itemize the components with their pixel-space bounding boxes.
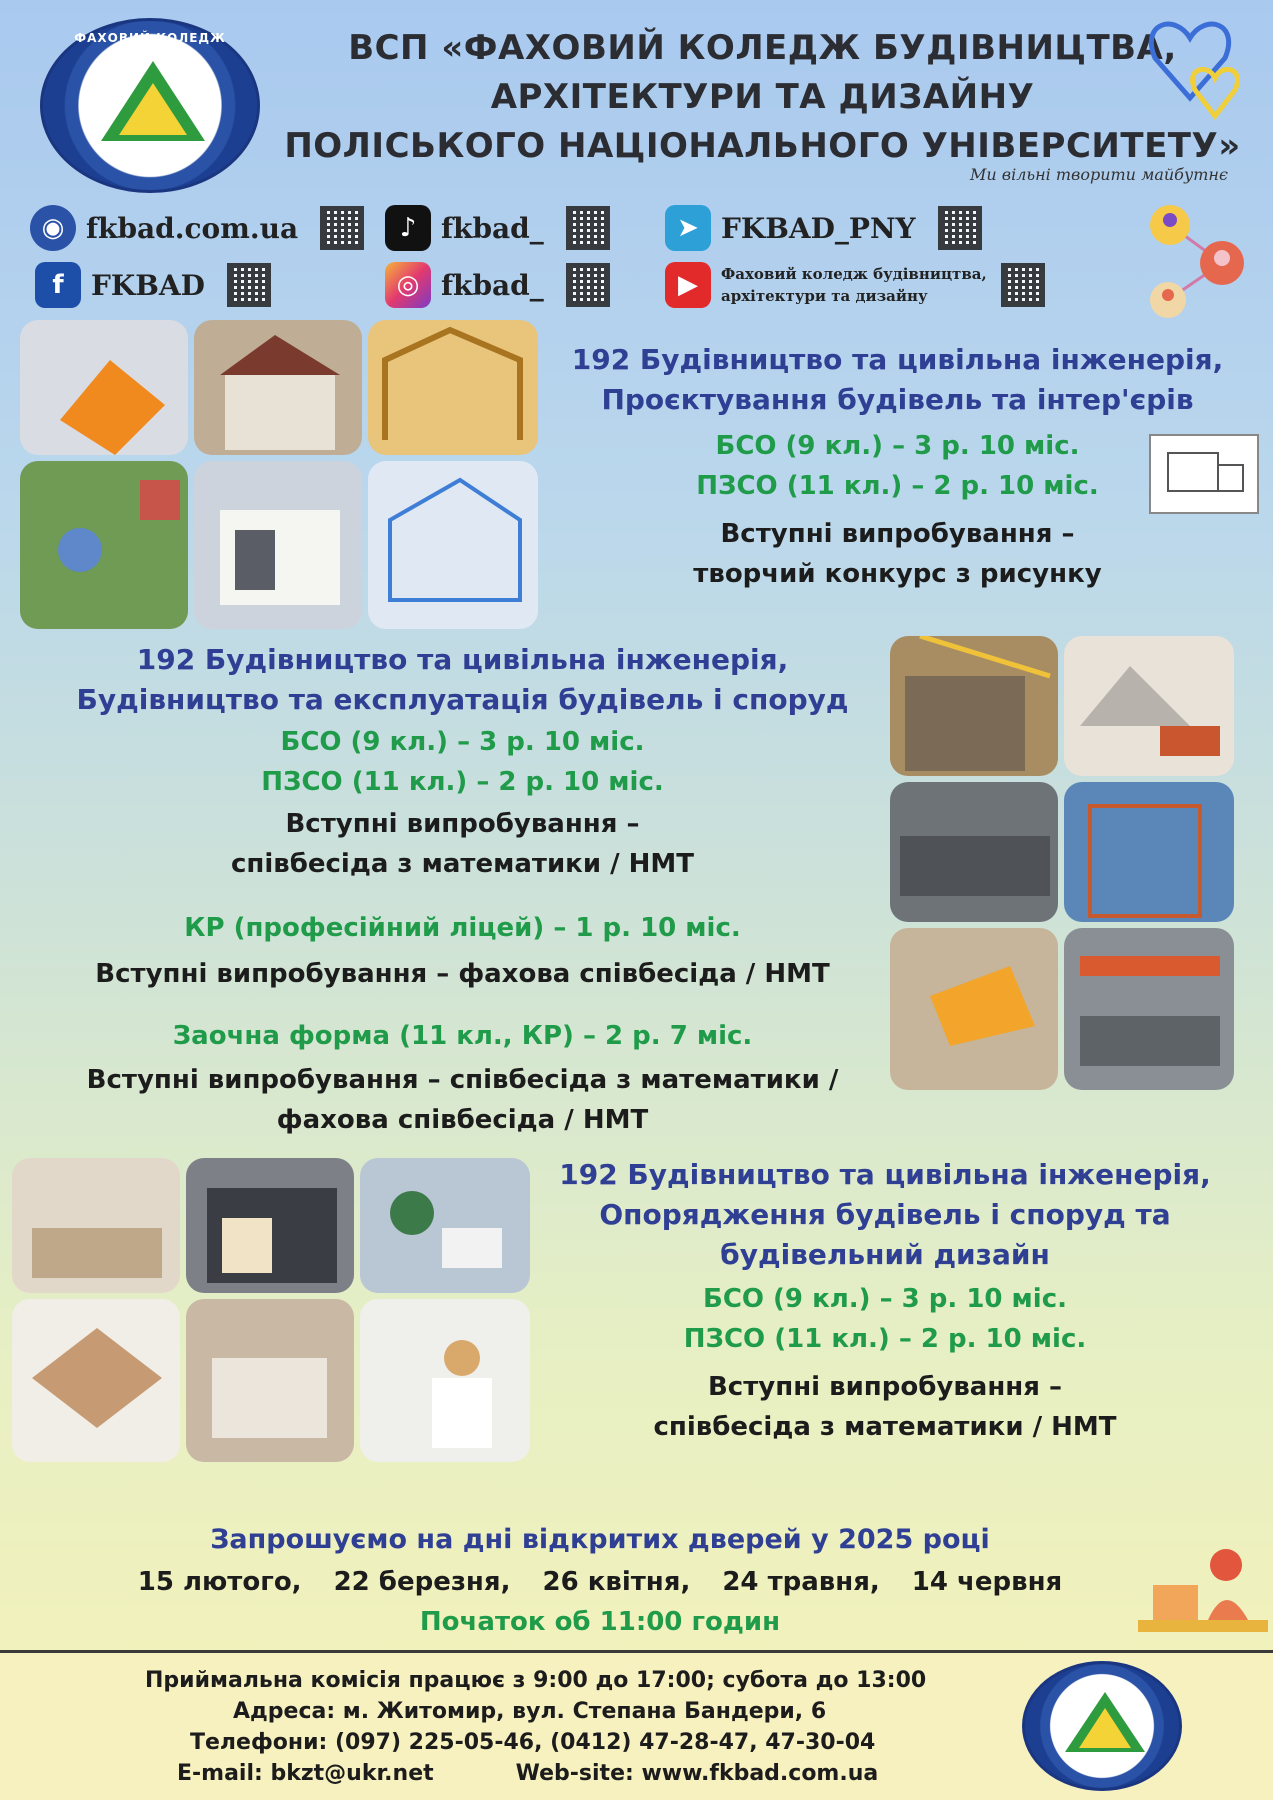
telegram-icon: ➤	[665, 205, 711, 251]
woman-laptop-illustration	[1138, 1530, 1268, 1645]
program-3-duration-2: ПЗСО (11 кл.) – 2 р. 10 міс.	[683, 1324, 1087, 1354]
open-day-date: 14 червня	[911, 1567, 1063, 1597]
footer-contacts	[0, 1650, 1273, 1800]
tiktok-icon: ♪	[385, 205, 431, 251]
program-1	[545, 340, 1250, 594]
logo-ring-text: ФАХОВИЙ КОЛЕДЖ	[74, 31, 226, 45]
people-network-icon	[1140, 200, 1260, 320]
logo-roof-inner-shape	[119, 83, 187, 135]
program-2	[30, 640, 895, 1140]
page-title	[275, 24, 1250, 171]
program-1-duration-1: БСО (9 кл.) – 3 р. 10 міс.	[715, 431, 1080, 461]
program-1-exam-1: Вступні випробування –	[720, 519, 1075, 549]
qr-code-icon	[227, 263, 271, 307]
qr-code-icon	[320, 206, 364, 250]
open-day-date: 15 лютого,	[137, 1567, 302, 1597]
qr-code-icon	[938, 206, 982, 250]
program-3-title-3: будівельний дизайн	[720, 1238, 1050, 1271]
title-line-2: АРХІТЕКТУРИ ТА ДИЗАЙНУ	[490, 77, 1035, 117]
facebook-icon: f	[35, 262, 81, 308]
social-tiktok[interactable]	[385, 205, 610, 251]
youtube-label-line-2: архітектури та дизайну	[721, 287, 928, 305]
collage-construction-photos	[890, 636, 1235, 1091]
program-2-kr-duration: КР (професійний ліцей) – 1 р. 10 міс.	[184, 913, 741, 943]
program-1-duration-2: ПЗСО (11 кл.) – 2 р. 10 міс.	[696, 471, 1099, 501]
footer-email[interactable]: E-mail: bkzt@ukr.net	[177, 1761, 434, 1786]
program-3-exam-1: Вступні випробування –	[707, 1372, 1063, 1402]
program-2-title-1: 192 Будівництво та цивільна інженерія,	[136, 643, 789, 676]
youtube-icon: ▶	[665, 262, 711, 308]
footer-hours: Приймальна комісія працює з 9:00 до 17:00; субота до 13:00	[145, 1668, 927, 1693]
qr-code-icon	[1001, 263, 1045, 307]
social-facebook[interactable]	[35, 262, 271, 308]
website-label: fkbad.com.ua	[86, 211, 299, 245]
globe-logo-icon: ◉	[30, 205, 76, 251]
social-telegram[interactable]	[665, 205, 982, 251]
title-line-3: ПОЛІСЬКОГО НАЦІОНАЛЬНОГО УНІВЕРСИТЕТУ»	[284, 126, 1241, 166]
open-days-start-time: Початок об 11:00 годин	[419, 1607, 781, 1637]
open-day-date: 22 березня,	[333, 1567, 511, 1597]
program-3	[530, 1155, 1240, 1447]
program-1-title-1: 192 Будівництво та цивільна інженерія,	[571, 343, 1224, 376]
program-3-title-1: 192 Будівництво та цивільна інженерія,	[559, 1158, 1211, 1191]
qr-code-icon	[566, 263, 610, 307]
program-2-exam-1: Вступні випробування –	[285, 809, 640, 839]
program-2-title-2: Будівництво та експлуатація будівель і споруд	[76, 683, 849, 716]
college-logo	[40, 18, 260, 193]
telegram-label: FKBAD_PNY	[721, 211, 916, 245]
program-2-duration-2: ПЗСО (11 кл.) – 2 р. 10 міс.	[261, 767, 664, 797]
blueprint-drawing-icon	[1148, 425, 1266, 525]
footer-website[interactable]: Web-site: www.fkbad.com.ua	[515, 1761, 879, 1786]
college-logo-footer	[1022, 1661, 1182, 1791]
social-instagram[interactable]	[385, 262, 610, 308]
program-3-exam-2: співбесіда з математики / НМТ	[653, 1412, 1117, 1442]
program-1-exam-2: творчий конкурс з рисунку	[693, 559, 1102, 589]
program-2-duration-1: БСО (9 кл.) – 3 р. 10 міс.	[280, 727, 645, 757]
title-line-1: ВСП «ФАХОВИЙ КОЛЕДЖ БУДІВНИЦТВА,	[348, 28, 1177, 68]
program-3-duration-1: БСО (9 кл.) – 3 р. 10 міс.	[703, 1284, 1067, 1314]
hearts-decoration-icon	[1130, 8, 1260, 133]
qr-code-icon	[566, 206, 610, 250]
footer-phones: Телефони: (097) 225-05-46, (0412) 47-28-47, 47-30-04	[190, 1730, 876, 1755]
social-youtube[interactable]	[665, 262, 1045, 308]
program-3-title-2: Опорядження будівель і споруд та	[599, 1198, 1171, 1231]
open-days-section	[100, 1520, 1100, 1642]
logo-roof-inner-shape	[1079, 1708, 1131, 1748]
program-2-part-time-exam-2: фахова співбесіда / НМТ	[276, 1105, 649, 1135]
program-2-kr-exam: Вступні випробування – фахова співбесіда / НМТ	[95, 959, 830, 989]
youtube-label-line-1: Фаховий коледж будівництва,	[721, 265, 987, 283]
slogan: Ми вільні творити майбутнє	[970, 165, 1228, 184]
instagram-icon: ◎	[385, 262, 431, 308]
collage-interior-design-photos	[12, 1158, 532, 1463]
instagram-label: fkbad_	[441, 268, 544, 302]
program-1-title-2: Проєктування будівель та інтер'єрів	[601, 383, 1194, 416]
footer-address: Адреса: м. Житомир, вул. Степана Бандери, 6	[233, 1699, 827, 1724]
program-2-part-time: Заочна форма (11 кл., КР) – 2 р. 7 міс.	[172, 1021, 753, 1051]
open-day-date: 26 квітня,	[542, 1567, 691, 1597]
open-days-dates	[100, 1562, 1100, 1602]
collage-architecture-photos	[20, 320, 540, 630]
tiktok-label: fkbad_	[441, 211, 544, 245]
program-2-part-time-exam-1: Вступні випробування – співбесіда з математики /	[86, 1065, 839, 1095]
program-2-exam-2: співбесіда з математики / НМТ	[230, 849, 695, 879]
facebook-label: FKBAD	[91, 268, 205, 302]
social-website[interactable]	[30, 205, 364, 251]
open-days-title: Запрошуємо на дні відкритих дверей у 2025 році	[210, 1524, 990, 1555]
open-day-date: 24 травня,	[722, 1567, 880, 1597]
